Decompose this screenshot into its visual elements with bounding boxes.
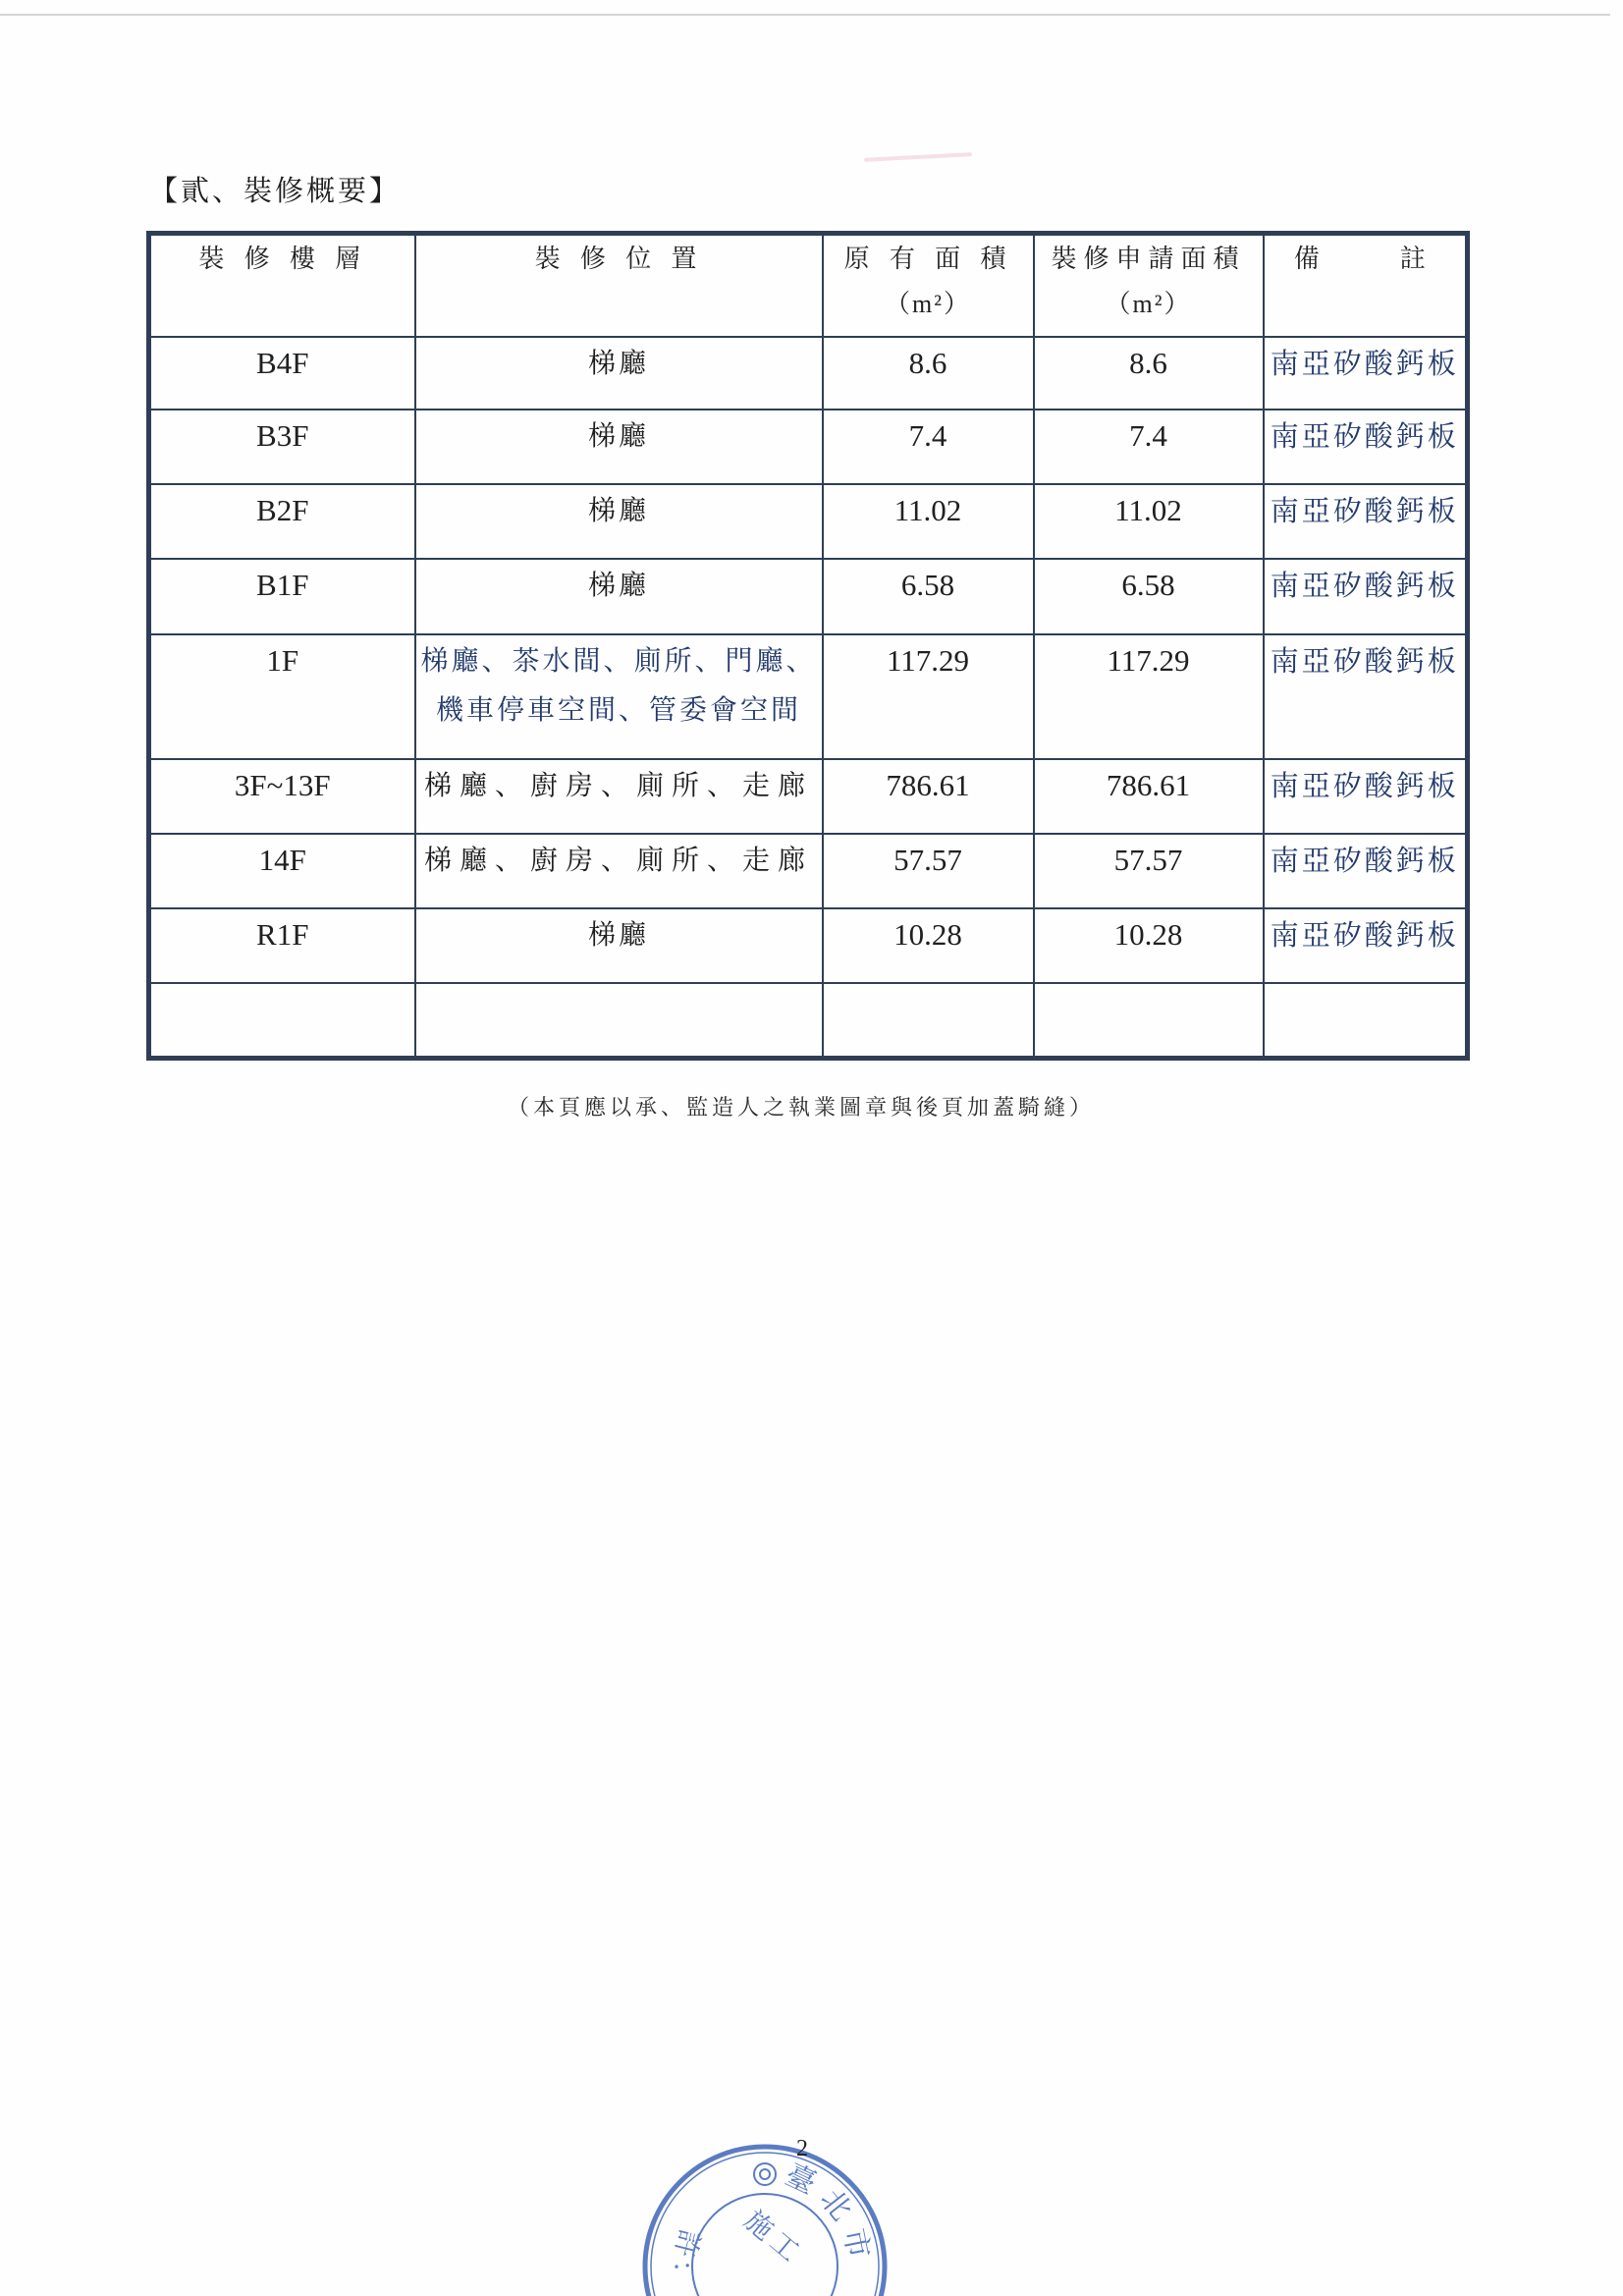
header-original-area-label: 原 有 面 積 [843, 245, 1012, 274]
cell-floor: B3F [149, 410, 415, 484]
header-applied-area-unit: （m²） [1105, 290, 1192, 318]
section-title: 【貳、裝修概要】 [149, 174, 402, 207]
page-number: 2 [796, 2136, 808, 2161]
cell-applied-area: 11.02 [1034, 484, 1264, 559]
cell-original-area-empty [823, 983, 1034, 1059]
cell-original-area: 8.6 [823, 337, 1034, 410]
header-location [415, 234, 823, 337]
table-row [149, 834, 1468, 908]
cell-remarks: 南亞矽酸鈣板 [1264, 908, 1468, 983]
cell-applied-area: 10.28 [1034, 908, 1264, 983]
table-row-empty [149, 983, 1468, 1059]
official-seal-stamp [628, 2137, 903, 2296]
table-row [149, 410, 1468, 484]
cell-location [415, 759, 823, 834]
cell-location [415, 834, 823, 908]
table-row [149, 559, 1468, 634]
table-row [149, 634, 1468, 759]
table-row [149, 759, 1468, 834]
location-line: 梯廳 [587, 418, 649, 452]
scan-edge-line [0, 14, 1610, 16]
location-line: 梯廳 [587, 346, 649, 379]
cell-applied-area: 117.29 [1034, 634, 1264, 759]
stamp-emblem-core [760, 2169, 770, 2179]
cell-original-area: 7.4 [823, 410, 1034, 484]
cell-floor-empty [149, 983, 415, 1059]
cell-floor: R1F [149, 908, 415, 983]
location-line: 梯廳 [587, 493, 649, 526]
cell-floor: B2F [149, 484, 415, 559]
cell-remarks: 南亞矽酸鈣板 [1264, 337, 1468, 410]
cell-remarks: 南亞矽酸鈣板 [1264, 759, 1468, 834]
location-line: 梯廳、廚房、廁所、走廊 [423, 843, 813, 876]
location-line: 梯廳 [587, 917, 649, 951]
header-applied-area-label: 裝修申請面積 [1051, 245, 1246, 274]
cell-location [415, 337, 823, 410]
cell-location [415, 908, 823, 983]
table-header-row [149, 234, 1468, 337]
location-line: 梯廳、茶水間、廁所、門廳、 [420, 643, 817, 677]
cell-original-area: 10.28 [823, 908, 1034, 983]
cell-location [415, 559, 823, 634]
cell-remarks: 南亞矽酸鈣板 [1264, 484, 1468, 559]
footer-note: （本頁應以承、監造人之執業圖章與後頁加蓋騎縫） [507, 1096, 1095, 1121]
header-location-label: 裝 修 位 置 [534, 245, 703, 274]
table-row [149, 337, 1468, 410]
table-row [149, 908, 1468, 983]
header-applied-area [1034, 234, 1264, 337]
cell-applied-area: 786.61 [1034, 759, 1264, 834]
cell-remarks: 南亞矽酸鈣板 [1264, 634, 1468, 759]
header-remarks [1264, 234, 1468, 337]
header-original-area [823, 234, 1034, 337]
cell-applied-area: 57.57 [1034, 834, 1264, 908]
table-row [149, 484, 1468, 559]
cell-original-area: 6.58 [823, 559, 1034, 634]
stamp-emblem-icon [754, 2163, 776, 2185]
cell-remarks: 南亞矽酸鈣板 [1264, 559, 1468, 634]
cell-location [415, 634, 823, 759]
cell-original-area: 786.61 [823, 759, 1034, 834]
cell-remarks: 南亞矽酸鈣板 [1264, 834, 1468, 908]
cell-location [415, 410, 823, 484]
cell-applied-area-empty [1034, 983, 1264, 1059]
cell-original-area: 11.02 [823, 484, 1034, 559]
stamp-inner-text: 施工 [737, 2204, 810, 2272]
header-floor-label: 裝 修 樓 層 [198, 245, 367, 274]
stamp-side-text-path: 許： [666, 2225, 707, 2295]
header-floor [149, 234, 415, 337]
cell-applied-area: 6.58 [1034, 559, 1264, 634]
stamp-arc-text-path: 臺北市 [780, 2158, 878, 2271]
cell-applied-area: 7.4 [1034, 410, 1264, 484]
location-line: 梯廳 [587, 568, 649, 601]
cell-remarks: 南亞矽酸鈣板 [1264, 410, 1468, 484]
cell-floor: B4F [149, 337, 415, 410]
cell-original-area: 117.29 [823, 634, 1034, 759]
header-original-area-unit: （m²） [884, 290, 972, 318]
cell-original-area: 57.57 [823, 834, 1034, 908]
cell-applied-area: 8.6 [1034, 337, 1264, 410]
cell-floor: 1F [149, 634, 415, 759]
cell-remarks-empty [1264, 983, 1468, 1059]
cell-floor: 3F~13F [149, 759, 415, 834]
location-line: 梯廳、廚房、廁所、走廊 [423, 768, 813, 801]
header-remarks-label: 備 註 [1293, 245, 1435, 274]
renovation-summary-table [146, 231, 1470, 1061]
stamp-side-text [667, 2226, 707, 2295]
cell-floor: 14F [149, 834, 415, 908]
cell-location [415, 484, 823, 559]
scan-smudge [864, 152, 972, 162]
table-body [149, 234, 1468, 1059]
cell-floor: B1F [149, 559, 415, 634]
cell-location-empty [415, 983, 823, 1059]
location-line: 機車停車空間、管委會空間 [435, 692, 801, 726]
stamp-emblem-circle [754, 2163, 776, 2185]
